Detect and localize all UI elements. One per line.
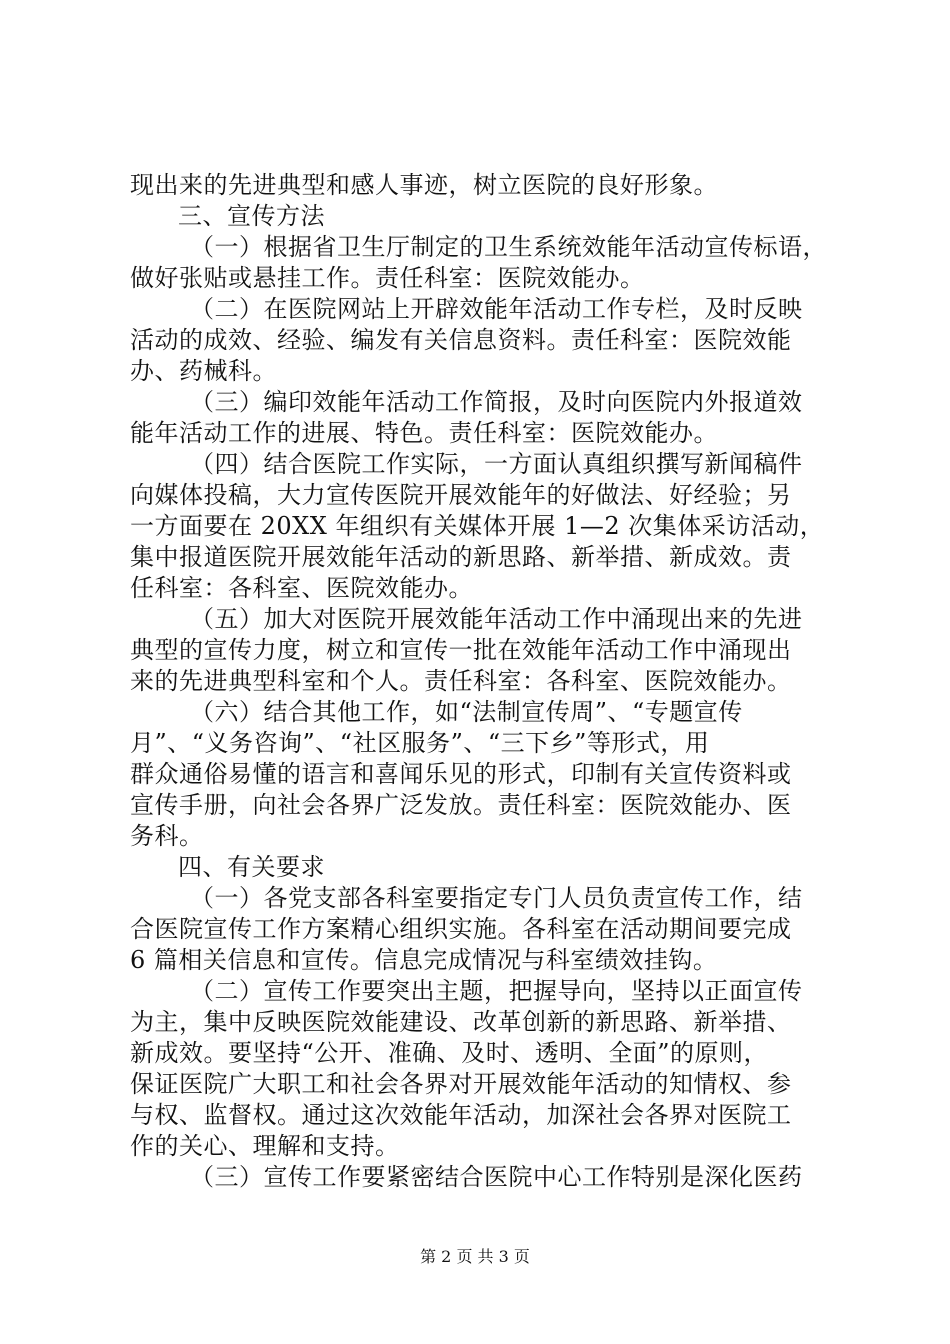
text-line: 与权、监督权。通过这次效能年活动，加深社会各界对医院工	[130, 1101, 792, 1129]
text-line: 作的关心、理解和支持。	[130, 1132, 400, 1160]
text-line: 办、药械科。	[130, 357, 277, 385]
text-line: 典型的宣传力度，树立和宣传一批在效能年活动工作中涌现出	[130, 636, 792, 664]
section-heading: 四、有关要求	[178, 853, 325, 881]
document-body	[130, 170, 835, 1193]
text-line: 月”、“义务咨询”、“社区服务”、“三下乡”等形式，用	[130, 729, 710, 757]
text-line: （二）宣传工作要突出主题，把握导向，坚持以正面宣传	[190, 977, 803, 1005]
text-line: 新成效。要坚持“公开、准确、及时、透明、全面”的原则，	[130, 1039, 769, 1067]
text-line: 6 篇相关信息和宣传。信息完成情况与科室绩效挂钩。	[130, 946, 718, 974]
text-line: （三）宣传工作要紧密结合医院中心工作特别是深化医药	[190, 1163, 803, 1191]
text-line: （三）编印效能年活动工作简报，及时向医院内外报道效	[190, 388, 803, 416]
text-line: 做好张贴或悬挂工作。责任科室：医院效能办。	[130, 264, 645, 292]
text-line: （四）结合医院工作实际，一方面认真组织撰写新闻稿件	[190, 450, 803, 478]
text-line: 群众通俗易懂的语言和喜闻乐见的形式，印制有关宣传资料或	[130, 760, 792, 788]
text-line: 务科。	[130, 822, 204, 850]
text-line: 为主，集中反映医院效能建设、改革创新的新思路、新举措、	[130, 1008, 792, 1036]
text-line: 任科室：各科室、医院效能办。	[130, 574, 473, 602]
text-line: 保证医院广大职工和社会各界对开展效能年活动的知情权、参	[130, 1070, 792, 1098]
text-line: （二）在医院网站上开辟效能年活动工作专栏，及时反映	[190, 295, 803, 323]
text-line: 活动的成效、经验、编发有关信息资料。责任科室：医院效能	[130, 326, 792, 354]
page-number: 第 2 页 共 3 页	[420, 1247, 530, 1266]
text-line: 集中报道医院开展效能年活动的新思路、新举措、新成效。责	[130, 543, 792, 571]
page-footer	[0, 1244, 950, 1267]
text-line: 能年活动工作的进展、特色。责任科室：医院效能办。	[130, 419, 718, 447]
text-line: （一）各党支部各科室要指定专门人员负责宣传工作，结	[190, 884, 803, 912]
text-line: 宣传手册，向社会各界广泛发放。责任科室：医院效能办、医	[130, 791, 792, 819]
text-line: 现出来的先进典型和感人事迹，树立医院的良好形象。	[130, 171, 718, 199]
text-line: 合医院宣传工作方案精心组织实施。各科室在活动期间要完成	[130, 915, 792, 943]
section-heading: 三、宣传方法	[178, 202, 325, 230]
text-line: 向媒体投稿，大力宣传医院开展效能年的好做法、好经验；另	[130, 481, 792, 509]
text-line: 一方面要在 20XX 年组织有关媒体开展 1—2 次集体采访活动，	[130, 512, 825, 540]
text-line: （六）结合其他工作，如“法制宣传周”、“专题宣传	[190, 698, 743, 726]
text-line: 来的先进典型科室和个人。责任科室：各科室、医院效能办。	[130, 667, 792, 695]
text-line: （五）加大对医院开展效能年活动工作中涌现出来的先进	[190, 605, 803, 633]
text-line: （一）根据省卫生厅制定的卫生系统效能年活动宣传标语，	[190, 233, 827, 261]
